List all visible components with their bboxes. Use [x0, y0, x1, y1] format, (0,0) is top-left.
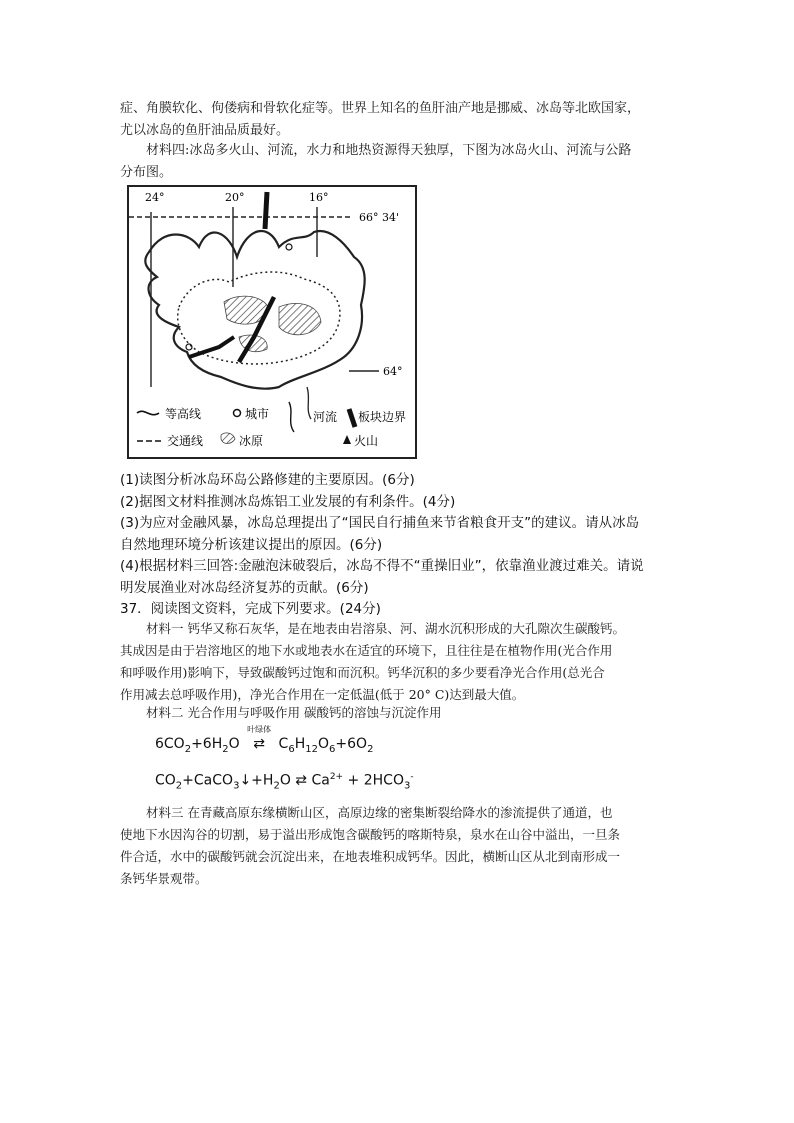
- question-4-line1: (4)根据材料三回答:金融泡沫破裂后，冰岛不得不“重操旧业”，依靠渔业渡过难关。请说: [120, 558, 644, 574]
- material1-line4: 作用减去总呼吸作用)，净光合作用在一定低温(低于 20° C)达到最大值。: [120, 687, 525, 702]
- material4-line2: 分布图。: [120, 165, 173, 180]
- legend-river-symbol: [289, 402, 294, 432]
- legend-river-label: 河流: [313, 410, 338, 424]
- legend-contour-symbol: [137, 411, 159, 414]
- legend-traffic-label: 交通线: [167, 434, 204, 448]
- question-1: (1)读图分析冰岛环岛公路修建的主要原因。(6分): [120, 472, 415, 488]
- material3-tail: [120, 98, 676, 142]
- legend-plate-symbol: [349, 409, 355, 427]
- label-lon-20: 20°: [225, 191, 245, 204]
- legend-volcano-label: 火山: [354, 434, 379, 448]
- city-marker: [186, 344, 192, 350]
- q37-material3: [120, 802, 676, 890]
- plate-boundary-north: [265, 192, 267, 229]
- legend-contour-label: 等高线: [165, 407, 202, 421]
- equation-carbonate: $CO_2+CaCO_3↓+H_2O$ ⇄ $Ca^{2+} + 2HCO_3^-$: [155, 772, 414, 792]
- question-block: [120, 470, 676, 621]
- legend-glacier-symbol: [221, 433, 235, 444]
- material4: [120, 140, 676, 184]
- material3-line1: 材料三 在青藏高原东缘横断山区，高原边缘的密集断裂给降水的渗流提供了通道，也: [146, 805, 613, 820]
- iceland-map: [127, 185, 417, 459]
- catalyst-label: 叶绿体: [247, 725, 272, 734]
- equation-photosynthesis: $6CO_2+6H_2O$ 叶绿体 ⇄ $C_6H_{12}O_6+6O_2$: [155, 725, 374, 755]
- city-marker: [286, 244, 292, 250]
- map-drawing: [129, 187, 415, 457]
- material3-line3: 件合适，水中的碳酸钙就会沉淀出来，在地表堆积成钙华。因此，横断山区从北到南形成一: [120, 849, 621, 864]
- question-2: (2)据图文材料推测冰岛炼铝工业发展的有利条件。(4分): [120, 493, 456, 510]
- label-lat-64: 64°: [383, 365, 403, 378]
- q37-material1: [120, 618, 676, 706]
- label-lon-16: 16°: [309, 191, 329, 204]
- plate-boundary-south: [189, 337, 234, 357]
- material1-line2: 其成因是由于岩溶地区的地下水或地表水在适宜的环境下，且往往是在植物作用(光合作用: [120, 643, 613, 658]
- material3-line4: 条钙华景观带。: [120, 871, 208, 886]
- label-lon-24: 24°: [145, 191, 165, 204]
- material2-title: 材料二 光合作用与呼吸作用 碳酸钙的溶蚀与沉淀作用: [146, 705, 442, 720]
- legend-city-label: 城市: [245, 407, 270, 421]
- label-lat-66: 66° 34': [359, 211, 400, 224]
- material3-line1: 症、角膜软化、佝偻病和骨软化症等。世界上知名的鱼肝油产地是挪威、冰岛等北欧国家，: [120, 101, 641, 116]
- question-4-line2: 明发展渔业对冰岛经济复苏的贡献。(6分): [120, 579, 369, 596]
- material3-line2: 尤以冰岛的鱼肝油品质最好。: [120, 123, 290, 138]
- material1-line1: 材料一 钙华又称石灰华，是在地表由岩溶泉、河、湖水沉积形成的大孔隙次生碳酸钙。: [146, 621, 625, 636]
- legend-plate-label: 板块边界: [358, 410, 407, 424]
- legend-city-symbol: [234, 410, 241, 417]
- material1-line3: 和呼吸作用)影响下，导致碳酸钙过饱和而沉积。钙华沉积的多少要看净光合作用(总光合: [120, 665, 605, 680]
- q37-material2: [120, 702, 676, 724]
- question-3-line2: 自然地理环境分析该建议提出的原因。(6分): [120, 536, 383, 553]
- material3-line2: 使地下水因沟谷的切割，易于溢出形成饱含碳酸钙的喀斯特泉，泉水在山谷中溢出，一旦条: [120, 827, 621, 842]
- question-3-line1: (3)为应对金融风暴，冰岛总理提出了“国民自行捕鱼来节省粮食开支”的建议。请从冰岛: [120, 515, 640, 531]
- equilibrium-arrow: 叶绿体 ⇄: [244, 736, 274, 752]
- question-37: 37．阅读图文资料，完成下列要求。(24分): [120, 601, 381, 617]
- legend-glacier-label: 冰原: [239, 434, 264, 448]
- legend-volcano-symbol: [343, 435, 351, 444]
- material4-line1: 材料四:冰岛多火山、河流，水力和地热资源得天独厚，下图为冰岛火山、河流与公路: [146, 143, 632, 158]
- river-sample: [307, 387, 311, 419]
